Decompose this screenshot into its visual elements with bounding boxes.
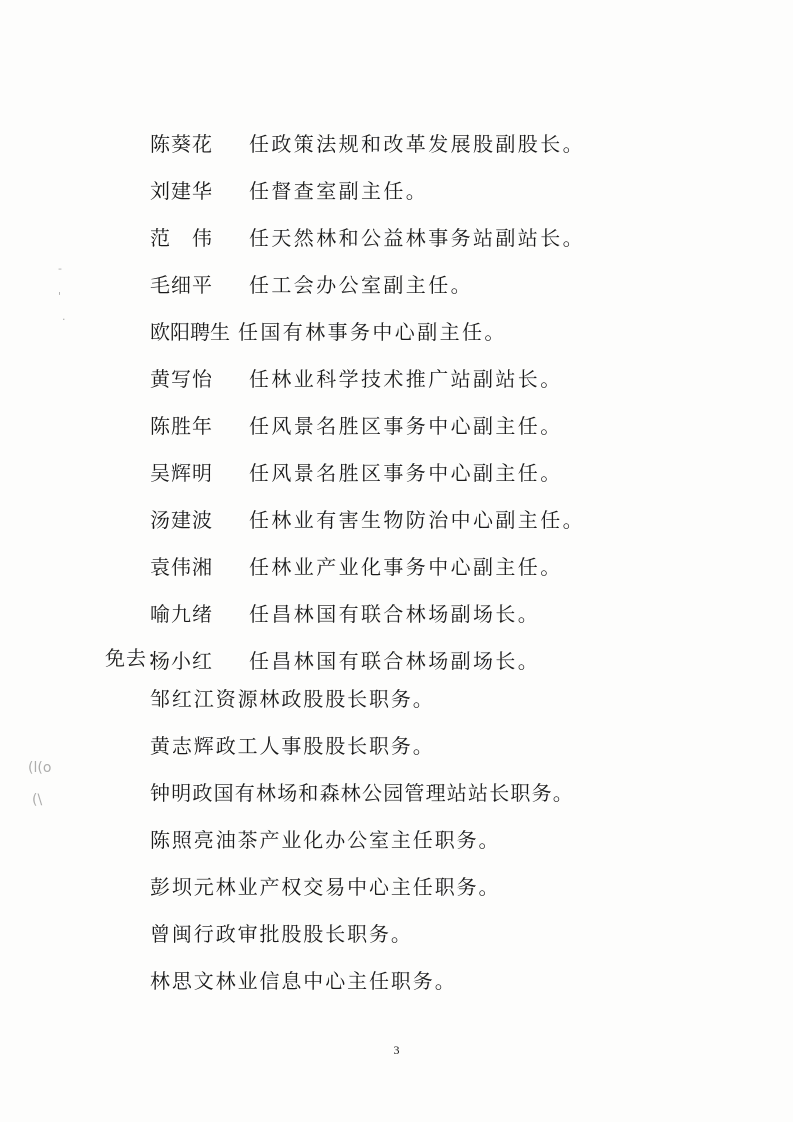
- appointment-role: 任政策法规和改革发展股副股长。: [249, 132, 585, 156]
- appointee-name: 袁伟湘: [150, 555, 213, 579]
- appointment-role: 任林业科学技术推广站副站长。: [249, 367, 563, 391]
- appointee-name: 陈葵花: [150, 132, 213, 156]
- page-number: 3: [393, 1043, 400, 1057]
- dismissal-item: 黄志辉政工人事股股长职务。: [150, 734, 435, 758]
- dismissal-item: 钟明政国有林场和森林公园管理站站长职务。: [150, 781, 574, 805]
- scan-artifact: (\: [32, 792, 43, 808]
- appointee-name: 黄写怡: [150, 367, 213, 391]
- appointee-name: 范 伟: [150, 226, 213, 250]
- appointment-role: 任昌林国有联合林场副场长。: [249, 602, 541, 626]
- appointee-name: 汤建波: [150, 508, 213, 532]
- dismissal-item: 彭坝元林业产权交易中心主任职务。: [150, 875, 501, 899]
- appointment-row: [0, 215, 793, 262]
- dismissal-item: 邹红江资源林政股股长职务。: [150, 687, 435, 711]
- appointment-role: 任国有林事务中心副主任。: [238, 320, 507, 344]
- dismissal-heading: 免去：: [105, 646, 168, 670]
- scan-artifact: (l(o: [28, 760, 52, 776]
- appointment-row: [0, 591, 793, 638]
- dismissal-item: 曾闽行政审批股股长职务。: [150, 922, 413, 946]
- appointee-name: 欧阳聘生: [150, 320, 230, 344]
- appointee-name: 杨小红: [150, 649, 213, 673]
- appointee-name: 刘建华: [150, 179, 213, 203]
- appointment-role: 任风景名胜区事务中心副主任。: [249, 414, 563, 438]
- appointee-name: 吴辉明: [150, 461, 213, 485]
- appointment-role: 任林业产业化事务中心副主任。: [249, 555, 563, 579]
- dismissal-list: [150, 676, 780, 1005]
- appointment-row: [0, 121, 793, 168]
- appointment-row: [0, 309, 793, 356]
- dismissal-item: 林思文林业信息中心主任职务。: [150, 969, 457, 993]
- appointee-name: 陈胜年: [150, 414, 213, 438]
- scan-artifact: -: [58, 262, 62, 275]
- appointment-row: [0, 168, 793, 215]
- appointment-role: 任工会办公室副主任。: [249, 273, 473, 297]
- appointment-row: [0, 497, 793, 544]
- scan-artifact: ': [58, 290, 62, 303]
- appointment-row: [0, 262, 793, 309]
- appointment-row: [0, 403, 793, 450]
- appointment-row: [0, 450, 793, 497]
- appointment-row: [0, 544, 793, 591]
- appointment-row: [0, 356, 793, 403]
- appointee-name: 毛细平: [150, 273, 213, 297]
- appointment-list: [0, 121, 793, 685]
- appointment-role: 任林业有害生物防治中心副主任。: [249, 508, 585, 532]
- appointment-role: 任督查室副主任。: [249, 179, 429, 203]
- dismissal-item: 陈照亮油茶产业化办公室主任职务。: [150, 828, 501, 852]
- appointment-role: 任天然林和公益林事务站副站长。: [249, 226, 585, 250]
- appointment-role: 任昌林国有联合林场副场长。: [249, 649, 541, 673]
- appointment-role: 任风景名胜区事务中心副主任。: [249, 461, 563, 485]
- appointee-name: 喻九绪: [150, 602, 213, 626]
- scan-artifact: .: [62, 310, 66, 323]
